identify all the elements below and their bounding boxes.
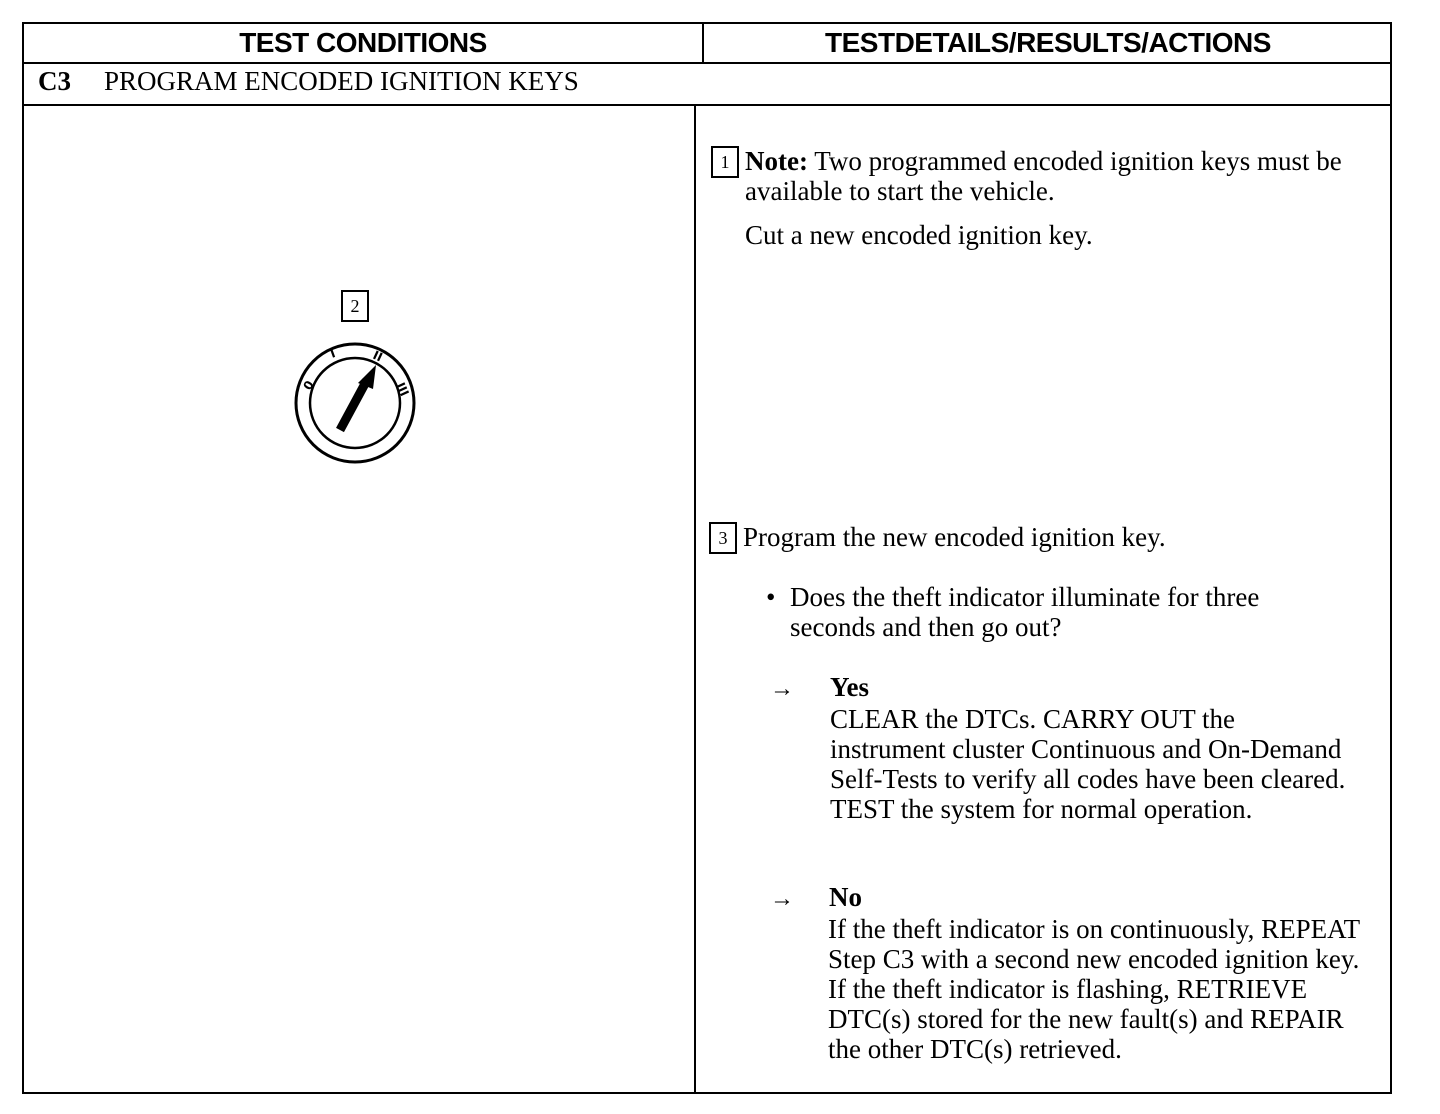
- step-1-note: [745, 146, 1365, 206]
- position-label-3: III: [393, 380, 412, 399]
- position-label-2: II: [370, 348, 385, 365]
- position-label-0: 0: [300, 378, 317, 393]
- section-title: PROGRAM ENCODED IGNITION KEYS: [104, 66, 579, 96]
- position-label-1: I: [328, 346, 338, 361]
- header-test-details: TESTDETAILS/RESULTS/ACTIONS: [825, 27, 1271, 58]
- step-1-instruction: Cut a new encoded ignition key.: [745, 220, 1093, 250]
- note-text: Two programmed encoded ignition keys must be available to start the vehicle.: [745, 146, 1342, 206]
- yes-arrow-icon: →: [770, 676, 794, 702]
- bullet: •: [766, 582, 776, 612]
- no-arrow-icon: →: [770, 886, 794, 912]
- no-label: No: [829, 882, 862, 912]
- column-divider: [694, 106, 696, 1092]
- note-label: Note:: [745, 146, 808, 176]
- yes-action: CLEAR the DTCs. CARRY OUT the instrument cluster Continuous and On-Demand Self-Tests to verify all codes have been cleared. TEST the system for normal operation.: [830, 704, 1346, 824]
- step-3-instruction: Program the new encoded ignition key.: [743, 522, 1166, 552]
- key-pointer-shaft: [340, 380, 367, 430]
- table-header: [24, 24, 1390, 64]
- section-code: C3: [38, 66, 71, 96]
- section-title-row: [24, 64, 1390, 106]
- yes-label: Yes: [830, 672, 869, 702]
- header-test-conditions: TEST CONDITIONS: [239, 27, 487, 58]
- figure-step-box: 2: [341, 290, 369, 322]
- step-3-question: Does the theft indicator illuminate for three seconds and then go out?: [790, 582, 1260, 642]
- ignition-switch-icon: [270, 325, 420, 465]
- step-3-box: 3: [709, 522, 737, 554]
- step-1-box: 1: [711, 146, 739, 178]
- no-action: If the theft indicator is on continuously, REPEAT Step C3 with a second new encoded ignition key. If the theft indicator is flashing, RETRIEVE DTC(s) stored for the new fault(s) and REPAIR the other DTC(s) retrieved.: [828, 914, 1360, 1064]
